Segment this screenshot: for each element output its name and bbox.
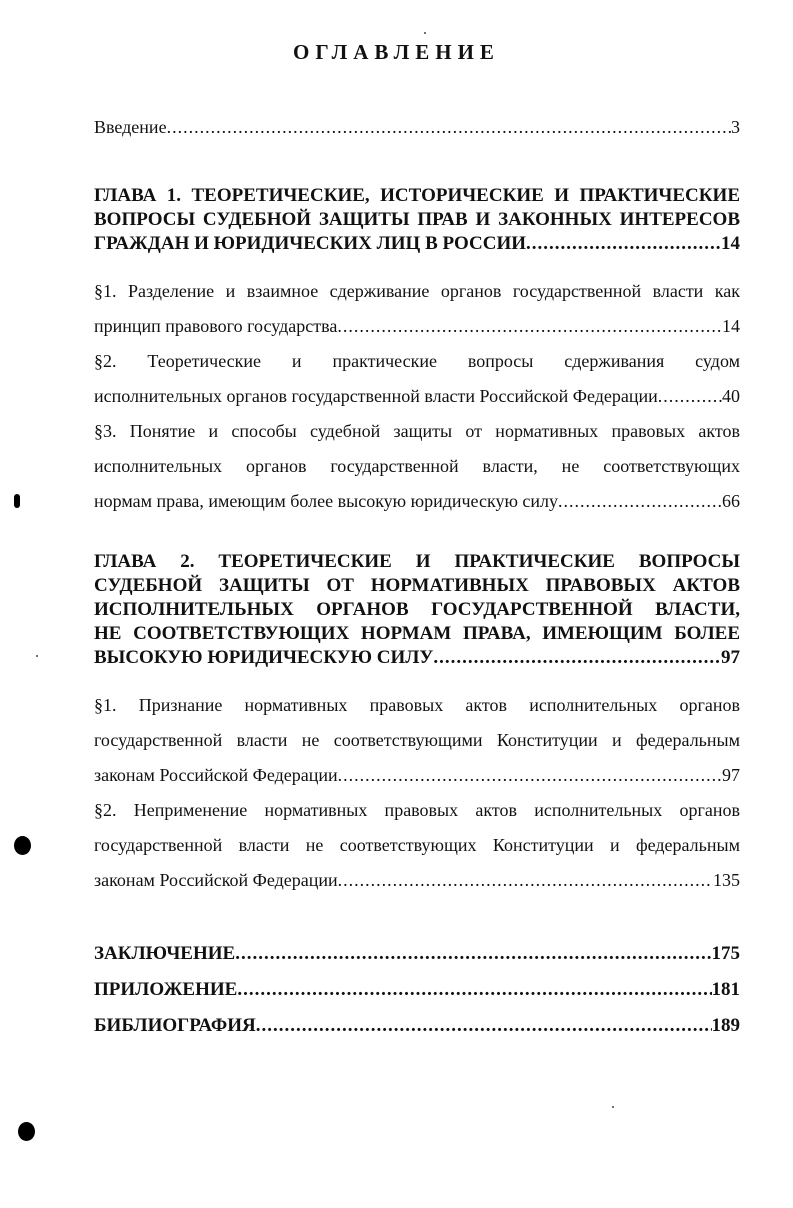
dot-leader [167,110,731,145]
section-line: §3. Понятие и способы судебной защиты от нормативных правовых актов [94,421,740,441]
section-page: 135 [713,870,740,890]
binder-hole [14,836,31,855]
toc-intro [94,110,740,145]
scan-speck [612,1106,614,1108]
section-page: 14 [722,316,740,336]
section-line: государственной власти не соответствующими Конституции и федеральным [94,730,740,750]
chapter-1-heading-line: ГРАЖДАН И ЮРИДИЧЕСКИХ ЛИЦ В РОССИИ [94,233,527,254]
section-line: §1. Разделение и взаимное сдерживание органов государственной власти как [94,281,740,301]
dot-leader [337,309,722,344]
section-line: принцип правового государства [94,316,338,336]
chapter-1-sections [94,274,740,519]
section-line: §2. Теоретические и практические вопросы сдерживания судом [94,351,740,371]
section-line: нормам права, имеющим более высокую юридическую силу [94,491,559,511]
scan-speck [424,32,426,34]
conclusion-page: 175 [711,943,740,964]
dot-leader [558,484,722,519]
section-page: 66 [722,491,740,511]
chapter-1-heading-line: ВОПРОСЫ СУДЕБНОЙ ЗАЩИТЫ ПРАВ И ЗАКОННЫХ ИНТЕРЕСОВ [94,209,740,230]
dot-leader [237,972,711,1008]
chapter-2-heading-line: ИСПОЛНИТЕЛЬНЫХ ОРГАНОВ ГОСУДАРСТВЕННОЙ ВЛАСТИ, [94,599,740,620]
dot-leader [338,758,722,793]
conclusion-label: ЗАКЛЮЧЕНИЕ [94,943,236,964]
binder-mark [14,494,20,508]
binder-hole [18,1122,35,1141]
section-page: 40 [722,386,740,406]
bibliography-page: 189 [711,1015,740,1036]
section-line: законам Российской Федерации [94,870,338,890]
chapter-2-heading-line: СУДЕБНОЙ ЗАЩИТЫ ОТ НОРМАТИВНЫХ ПРАВОВЫХ АКТОВ [94,575,740,596]
section-line: исполнительных органов государственной власти, не соответствующих [94,456,740,476]
toc-intro-page: 3 [731,117,740,137]
appendix-label: ПРИЛОЖЕНИЕ [94,979,238,1000]
chapter-2-heading-line: НЕ СООТВЕТСТВУЮЩИХ НОРМАМ ПРАВА, ИМЕЮЩИМ БОЛЕЕ [94,623,740,644]
chapter-1-heading-line: ГЛАВА 1. ТЕОРЕТИЧЕСКИЕ, ИСТОРИЧЕСКИЕ И ПРАКТИЧЕСКИЕ [94,185,740,206]
dot-leader [235,936,711,972]
section-line: исполнительных органов государственной власти Российской Федерации [94,386,658,406]
chapter-2-heading-line: ГЛАВА 2. ТЕОРЕТИЧЕСКИЕ И ПРАКТИЧЕСКИЕ ВОПРОСЫ [94,551,740,572]
dot-leader [256,1008,712,1044]
section-line: государственной власти не соответствующих Конституции и федеральным [94,835,740,855]
chapter-2-heading-line: ВЫСОКУЮ ЮРИДИЧЕСКУЮ СИЛУ [94,647,434,668]
dot-leader [658,379,722,414]
section-page: 97 [722,765,740,785]
bibliography-label: БИБЛИОГРАФИЯ [94,1015,256,1036]
scan-speck [36,655,38,657]
page-title: ОГЛАВЛЕНИЕ [293,40,500,64]
chapter-2-page: 97 [721,647,740,668]
section-line: §1. Признание нормативных правовых актов исполнительных органов [94,695,740,715]
chapter-1-page: 14 [721,233,740,254]
chapter-1-heading [94,184,740,256]
toc-intro-label: Введение [94,117,167,137]
chapter-2-sections [94,688,740,898]
chapter-2-heading [94,550,740,670]
dot-leader [526,232,721,256]
appendix-page: 181 [711,979,740,1000]
dot-leader [433,646,721,670]
end-items [94,936,740,1044]
section-line: законам Российской Федерации [94,765,338,785]
dot-leader [338,863,713,898]
section-line: §2. Неприменение нормативных правовых актов исполнительных органов [94,800,740,820]
